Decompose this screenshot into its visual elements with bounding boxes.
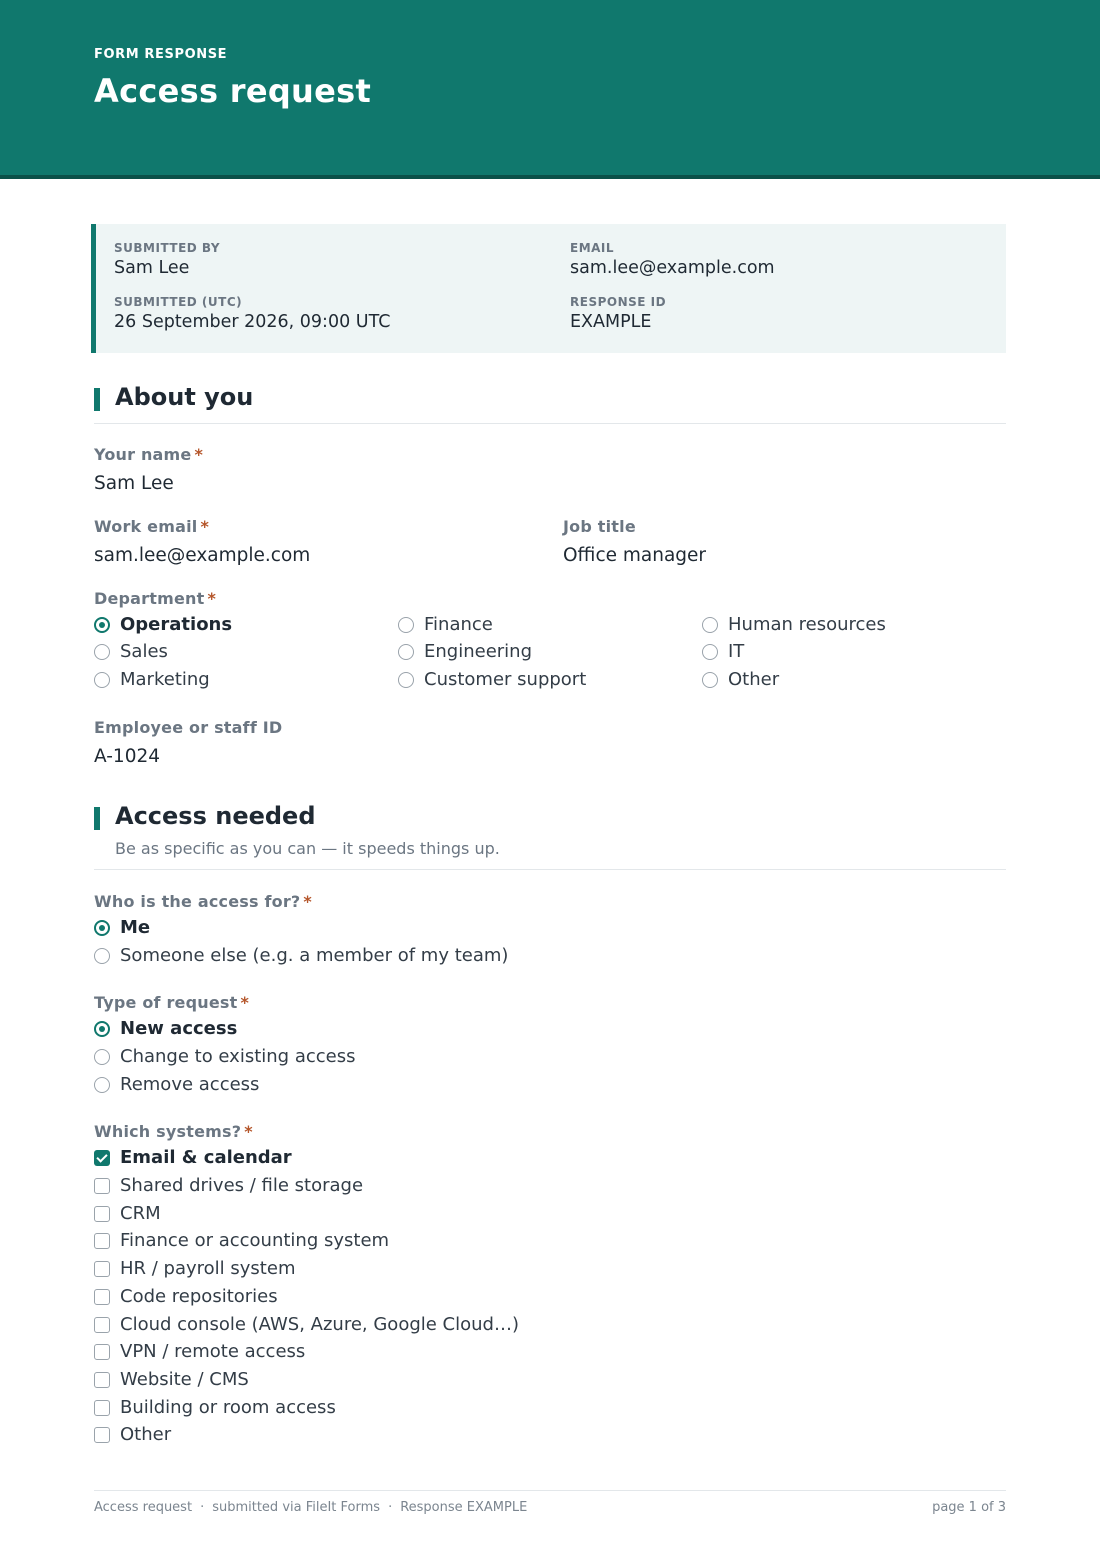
footer-response: Response EXAMPLE — [400, 1500, 528, 1515]
field-department — [94, 589, 216, 611]
meta-response-id — [570, 295, 666, 332]
checkbox-icon — [94, 1427, 110, 1443]
required-marker: * — [240, 993, 250, 1012]
footer-form-name: Access request — [94, 1500, 193, 1515]
checkbox-icon — [94, 1206, 110, 1222]
section-title: Access needed — [115, 802, 316, 830]
radio-icon — [94, 644, 110, 660]
radio-selected-icon — [94, 920, 110, 936]
field-value: Sam Lee — [94, 473, 174, 494]
section-title: About you — [115, 383, 254, 411]
meta-email — [570, 241, 775, 278]
footer-separator: · — [388, 1500, 393, 1515]
radio-icon — [398, 644, 414, 660]
section-about-you — [94, 383, 1006, 424]
field-who-for — [94, 892, 312, 914]
footer-info — [94, 1500, 527, 1515]
radio-icon — [94, 1049, 110, 1065]
radio-icon — [702, 672, 718, 688]
field-value: sam.lee@example.com — [94, 545, 311, 566]
field-label: Department * — [94, 589, 217, 608]
radio-icon — [702, 617, 718, 633]
checkbox-icon — [94, 1289, 110, 1305]
page-number: page 1 of 3 — [932, 1500, 1006, 1515]
meta-label: SUBMITTED (UTC) — [114, 295, 243, 309]
page-header — [0, 0, 1100, 179]
meta-label: RESPONSE ID — [570, 295, 667, 309]
field-job-title — [563, 517, 706, 566]
footer-separator: · — [200, 1500, 205, 1515]
checkbox-checked-icon — [94, 1150, 110, 1166]
radio-icon — [702, 644, 718, 660]
field-work-email — [94, 517, 310, 566]
meta-submitted-by — [114, 241, 220, 278]
radio-icon — [94, 1077, 110, 1093]
field-label: Your name * — [94, 445, 204, 464]
meta-value: Sam Lee — [114, 258, 190, 278]
required-marker: * — [207, 589, 217, 608]
meta-label: EMAIL — [570, 241, 615, 255]
radio-icon — [398, 617, 414, 633]
checkbox-icon — [94, 1400, 110, 1416]
checkbox-icon — [94, 1372, 110, 1388]
field-request-type — [94, 993, 249, 1015]
field-label: Type of request * — [94, 993, 250, 1012]
submission-meta — [91, 224, 1006, 353]
radio-icon — [94, 672, 110, 688]
header-eyebrow: FORM RESPONSE — [94, 47, 228, 62]
checkbox-icon — [94, 1233, 110, 1249]
required-marker: * — [244, 1122, 253, 1141]
required-marker: * — [194, 445, 204, 464]
radio-icon — [398, 672, 414, 688]
field-staff-id — [94, 718, 282, 767]
radio-selected-icon — [94, 617, 110, 633]
field-label: Which systems? * — [94, 1122, 253, 1141]
page-title: Access request — [94, 72, 372, 110]
checkbox-icon — [94, 1317, 110, 1333]
field-label: Who is the access for? * — [94, 892, 312, 911]
field-systems — [94, 1122, 253, 1144]
section-accent-bar — [94, 388, 100, 411]
field-label: Employee or staff ID — [94, 718, 283, 737]
section-subtitle: Be as specific as you can — it speeds things up. — [115, 839, 500, 858]
checkbox-icon — [94, 1178, 110, 1194]
footer-via: submitted via FileIt Forms — [212, 1500, 381, 1515]
meta-submitted-utc — [114, 295, 390, 332]
section-access-needed — [94, 802, 1006, 870]
field-label: Job title — [563, 517, 636, 536]
field-your-name — [94, 445, 203, 494]
field-label: Work email * — [94, 517, 210, 536]
required-marker: * — [200, 517, 210, 536]
meta-value: EXAMPLE — [570, 312, 652, 332]
radio-selected-icon — [94, 1021, 110, 1037]
checkbox-icon — [94, 1344, 110, 1360]
checkbox-icon — [94, 1261, 110, 1277]
meta-label: SUBMITTED BY — [114, 241, 221, 255]
page-footer — [94, 1490, 1006, 1520]
radio-icon — [94, 948, 110, 964]
section-accent-bar — [94, 807, 100, 830]
field-value: Office manager — [563, 545, 707, 566]
required-marker: * — [303, 892, 312, 911]
meta-value: 26 September 2026, 09:00 UTC — [114, 312, 391, 332]
meta-value: sam.lee@example.com — [570, 258, 775, 278]
field-value: A-1024 — [94, 746, 161, 767]
